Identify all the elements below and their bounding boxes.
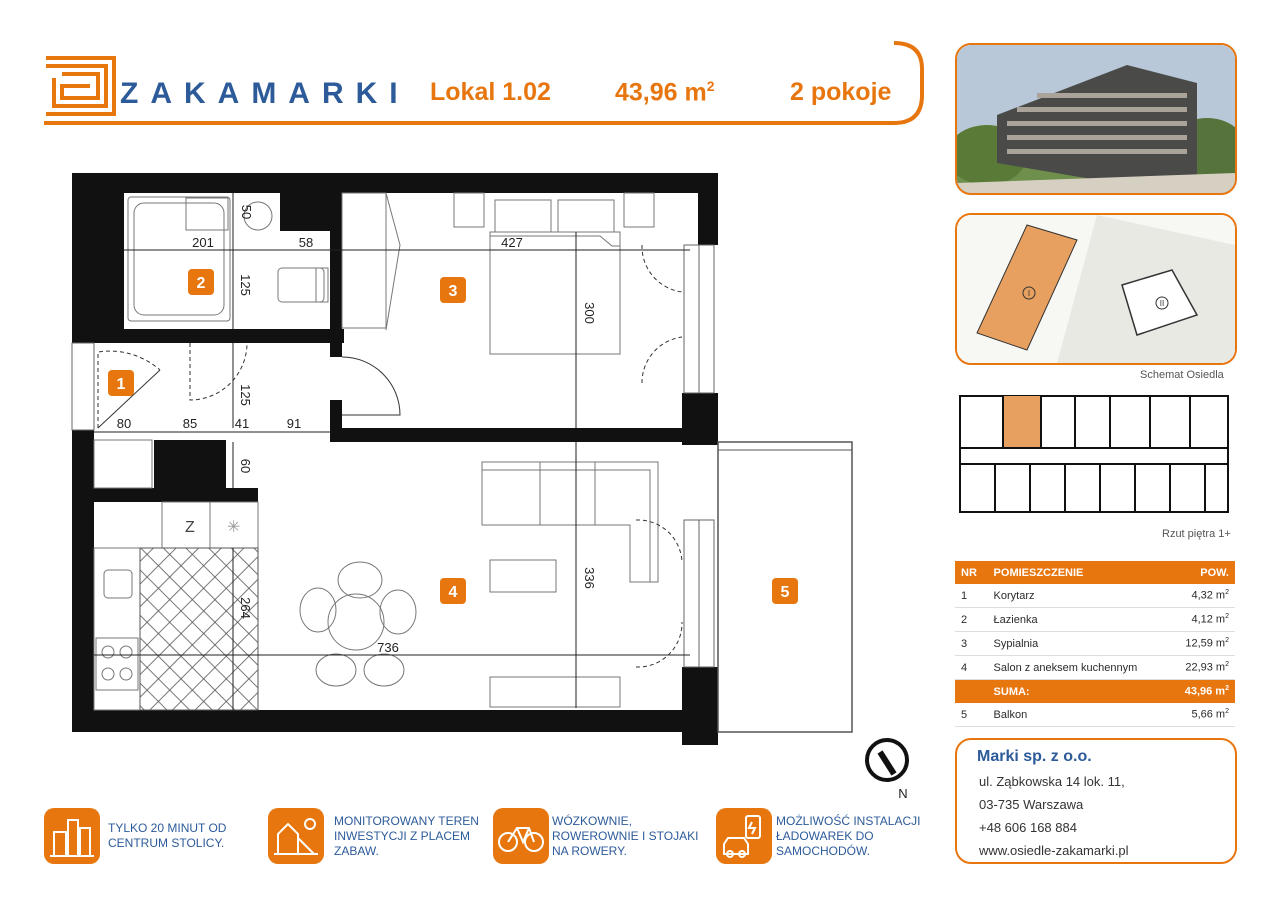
room-badge-1: 1	[116, 376, 126, 393]
room-badge-4: 4	[448, 584, 458, 601]
feature-ev-charging: MOŻLIWOŚĆ INSTALACJI ŁADOWAREK DO SAMOCHODÓW.	[776, 814, 921, 858]
dim-85: 85	[182, 416, 198, 431]
col-header-room: POMIESZCZENIE	[988, 561, 1170, 584]
playground-icon	[268, 808, 324, 864]
estate-scheme	[955, 213, 1237, 365]
dim-58: 58	[298, 235, 314, 250]
compass-icon	[867, 740, 907, 780]
dim-125a: 125	[238, 274, 253, 296]
hob	[96, 638, 138, 690]
bicycle-icon	[493, 808, 549, 864]
building-render	[955, 43, 1237, 195]
tv-stand	[490, 677, 620, 707]
estate-scheme-caption: Schemat Osiedla	[1140, 369, 1224, 381]
col-header-nr: NR	[955, 561, 988, 584]
bathtub	[128, 197, 230, 321]
table-row: 4 Salon z aneksem kuchennym 22,93 $m^2$	[955, 656, 1235, 680]
contact-city: 03-735 Warszawa	[979, 797, 1084, 812]
room-area-table	[955, 561, 1235, 727]
dim-427: 427	[501, 235, 523, 250]
dim-300: 300	[582, 302, 597, 324]
table-row: 2 Łazienka 4,12 $m^2$	[955, 608, 1235, 632]
dim-50: 50	[239, 204, 254, 220]
kitchen-tile-area	[140, 548, 258, 710]
feature-playground: MONITOROWANY TEREN INWESTYCJI Z PLACEM ZABAW.	[334, 814, 479, 858]
wardrobe	[342, 193, 386, 328]
dim-336: 336	[582, 567, 597, 589]
dim-264: 264	[238, 597, 253, 619]
sofa	[482, 462, 658, 582]
dim-91: 91	[286, 416, 302, 431]
floor-plan	[60, 165, 930, 805]
floor-plan-caption: Rzut piętra 1+	[1162, 528, 1231, 540]
building-I-label: I	[1027, 289, 1031, 298]
table-sum-row: SUMA: 43,96 $m^2$	[955, 680, 1235, 704]
dim-125b: 125	[238, 384, 253, 406]
unit-area: 43,96 $m^2$	[615, 78, 715, 107]
dining-table	[328, 594, 384, 650]
dim-736: 736	[377, 640, 399, 655]
dim-60: 60	[238, 458, 253, 474]
contact-website[interactable]: www.osiedle-zakamarki.pl	[979, 843, 1129, 858]
building-II-label: II	[1159, 299, 1165, 308]
city-buildings-icon	[44, 808, 100, 864]
dim-41: 41	[234, 416, 250, 431]
dim-201: 201	[192, 235, 214, 250]
ev-charger-icon	[716, 808, 772, 864]
dim-80: 80	[116, 416, 132, 431]
room-badge-3: 3	[448, 283, 458, 300]
room-badge-2: 2	[196, 275, 206, 292]
table-row: 3 Sypialnia 12,59 $m^2$	[955, 632, 1235, 656]
toilet	[278, 268, 324, 302]
company-name: Marki sp. z o.o.	[977, 748, 1092, 765]
unit-number: Lokal 1.02	[430, 78, 551, 106]
fridge	[94, 440, 152, 488]
room-badge-5: 5	[780, 584, 790, 601]
hob-letter: Z	[185, 519, 195, 536]
feature-bicycles: WÓZKOWNIE, ROWEROWNIE I STOJAKI NA ROWERY.	[552, 814, 699, 858]
brand-name: ZAKAMARKI	[120, 77, 410, 110]
brand-logo-mark	[44, 56, 116, 116]
floor-thumbnail	[955, 388, 1233, 520]
col-header-area: POW.	[1169, 561, 1235, 584]
svg-text:✳: ✳	[227, 519, 241, 536]
table-row: 1 Korytarz 4,32 $m^2$	[955, 584, 1235, 608]
kitchen-counter	[94, 548, 140, 710]
contact-box	[955, 738, 1237, 864]
rooms-count: 2 pokoje	[790, 78, 892, 106]
contact-street: ul. Ząbkowska 14 lok. 11,	[979, 774, 1125, 789]
feature-commute: TYLKO 20 MINUT OD CENTRUM STOLICY.	[108, 821, 227, 850]
table-row-balcony: 5 Balkon 5,66 $m^2$	[955, 703, 1235, 727]
compass-label: N	[898, 786, 908, 801]
contact-phone[interactable]: +48 606 168 884	[979, 820, 1077, 835]
